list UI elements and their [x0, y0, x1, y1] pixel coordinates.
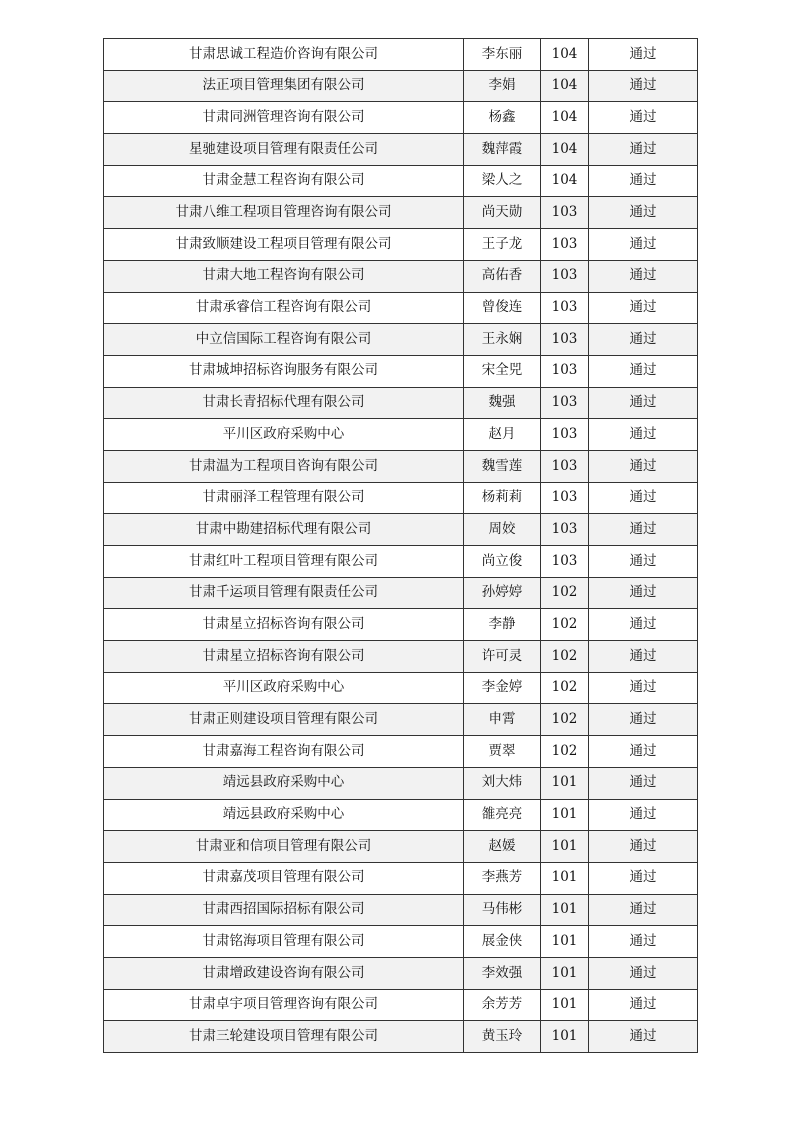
score-cell: 103: [541, 260, 589, 292]
company-cell: 平川区政府采购中心: [104, 672, 464, 704]
person-name-cell: 赵月: [464, 419, 541, 451]
result-cell: 通过: [589, 260, 698, 292]
result-cell: 通过: [589, 387, 698, 419]
result-cell: 通过: [589, 736, 698, 768]
score-cell: 103: [541, 197, 589, 229]
table-row: [104, 957, 698, 989]
score-cell: 103: [541, 450, 589, 482]
person-name-cell: 杨莉莉: [464, 482, 541, 514]
score-cell: 102: [541, 609, 589, 641]
score-cell: 101: [541, 767, 589, 799]
company-cell: 甘肃西招国际招标有限公司: [104, 894, 464, 926]
company-cell: 中立信国际工程咨询有限公司: [104, 324, 464, 356]
table-row: [104, 546, 698, 578]
result-cell: 通过: [589, 102, 698, 134]
person-name-cell: 李娟: [464, 70, 541, 102]
result-cell: 通过: [589, 672, 698, 704]
table-row: [104, 482, 698, 514]
result-cell: 通过: [589, 39, 698, 71]
person-name-cell: 李燕芳: [464, 862, 541, 894]
person-name-cell: 李效强: [464, 957, 541, 989]
result-cell: 通过: [589, 419, 698, 451]
table-row: [104, 704, 698, 736]
person-name-cell: 高佑香: [464, 260, 541, 292]
person-name-cell: 黄玉玲: [464, 1021, 541, 1053]
table-row: [104, 260, 698, 292]
result-cell: 通过: [589, 546, 698, 578]
table-row: [104, 102, 698, 134]
table-row: [104, 767, 698, 799]
company-cell: 甘肃嘉海工程咨询有限公司: [104, 736, 464, 768]
score-cell: 101: [541, 894, 589, 926]
result-cell: 通过: [589, 229, 698, 261]
person-name-cell: 尚立俊: [464, 546, 541, 578]
table-row: [104, 799, 698, 831]
table-row: [104, 450, 698, 482]
score-cell: 103: [541, 229, 589, 261]
score-cell: 101: [541, 926, 589, 958]
company-cell: 甘肃千运项目管理有限责任公司: [104, 577, 464, 609]
result-cell: 通过: [589, 450, 698, 482]
person-name-cell: 魏雪莲: [464, 450, 541, 482]
table-row: [104, 609, 698, 641]
person-name-cell: 赵媛: [464, 831, 541, 863]
company-cell: 甘肃卓宇项目管理咨询有限公司: [104, 989, 464, 1021]
company-cell: 甘肃大地工程咨询有限公司: [104, 260, 464, 292]
table-row: [104, 577, 698, 609]
person-name-cell: 曾俊连: [464, 292, 541, 324]
result-cell: 通过: [589, 355, 698, 387]
table-row: [104, 419, 698, 451]
result-cell: 通过: [589, 292, 698, 324]
result-cell: 通过: [589, 577, 698, 609]
table-row: [104, 514, 698, 546]
score-cell: 103: [541, 419, 589, 451]
score-cell: 103: [541, 514, 589, 546]
result-cell: 通过: [589, 926, 698, 958]
person-name-cell: 尚天勋: [464, 197, 541, 229]
company-cell: 甘肃增政建设咨询有限公司: [104, 957, 464, 989]
score-cell: 104: [541, 39, 589, 71]
company-cell: 星驰建设项目管理有限责任公司: [104, 134, 464, 166]
score-cell: 103: [541, 324, 589, 356]
person-name-cell: 魏萍霞: [464, 134, 541, 166]
result-cell: 通过: [589, 482, 698, 514]
person-name-cell: 魏强: [464, 387, 541, 419]
score-cell: 102: [541, 641, 589, 673]
result-cell: 通过: [589, 704, 698, 736]
person-name-cell: 马伟彬: [464, 894, 541, 926]
table-row: [104, 292, 698, 324]
score-cell: 102: [541, 672, 589, 704]
person-name-cell: 李金婷: [464, 672, 541, 704]
company-cell: 甘肃同洲管理咨询有限公司: [104, 102, 464, 134]
company-cell: 甘肃丽泽工程管理有限公司: [104, 482, 464, 514]
person-name-cell: 周姣: [464, 514, 541, 546]
person-name-cell: 贾翠: [464, 736, 541, 768]
person-name-cell: 孙婷婷: [464, 577, 541, 609]
result-cell: 通过: [589, 831, 698, 863]
result-cell: 通过: [589, 70, 698, 102]
score-cell: 102: [541, 736, 589, 768]
company-cell: 甘肃嘉茂项目管理有限公司: [104, 862, 464, 894]
person-name-cell: 王永娴: [464, 324, 541, 356]
table-row: [104, 70, 698, 102]
company-cell: 甘肃承睿信工程咨询有限公司: [104, 292, 464, 324]
table-row: [104, 862, 698, 894]
table-row: [104, 134, 698, 166]
table-row: [104, 197, 698, 229]
result-cell: 通过: [589, 799, 698, 831]
score-cell: 101: [541, 957, 589, 989]
score-cell: 102: [541, 704, 589, 736]
company-cell: 法正项目管理集团有限公司: [104, 70, 464, 102]
company-cell: 甘肃八维工程项目管理咨询有限公司: [104, 197, 464, 229]
score-cell: 103: [541, 292, 589, 324]
score-cell: 103: [541, 387, 589, 419]
person-name-cell: 宋全兕: [464, 355, 541, 387]
company-cell: 甘肃铭海项目管理有限公司: [104, 926, 464, 958]
company-cell: 甘肃三轮建设项目管理有限公司: [104, 1021, 464, 1053]
results-table: [103, 38, 698, 1053]
person-name-cell: 梁人之: [464, 165, 541, 197]
table-row: [104, 736, 698, 768]
table-row: [104, 894, 698, 926]
score-cell: 101: [541, 799, 589, 831]
company-cell: 甘肃思诚工程造价咨询有限公司: [104, 39, 464, 71]
person-name-cell: 雒亮亮: [464, 799, 541, 831]
score-cell: 102: [541, 577, 589, 609]
table-row: [104, 387, 698, 419]
person-name-cell: 李东丽: [464, 39, 541, 71]
score-cell: 104: [541, 165, 589, 197]
table-row: [104, 355, 698, 387]
company-cell: 甘肃亚和信项目管理有限公司: [104, 831, 464, 863]
company-cell: 甘肃星立招标咨询有限公司: [104, 641, 464, 673]
person-name-cell: 李静: [464, 609, 541, 641]
score-cell: 104: [541, 134, 589, 166]
score-cell: 104: [541, 102, 589, 134]
company-cell: 甘肃城坤招标咨询服务有限公司: [104, 355, 464, 387]
table-row: [104, 926, 698, 958]
table-row: [104, 672, 698, 704]
score-cell: 103: [541, 546, 589, 578]
person-name-cell: 许可灵: [464, 641, 541, 673]
table-body: [104, 39, 698, 1053]
result-cell: 通过: [589, 324, 698, 356]
table-row: [104, 39, 698, 71]
person-name-cell: 刘大炜: [464, 767, 541, 799]
score-cell: 101: [541, 989, 589, 1021]
table-row: [104, 165, 698, 197]
score-cell: 101: [541, 1021, 589, 1053]
person-name-cell: 王子龙: [464, 229, 541, 261]
company-cell: 甘肃中勘建招标代理有限公司: [104, 514, 464, 546]
result-cell: 通过: [589, 894, 698, 926]
result-cell: 通过: [589, 767, 698, 799]
company-cell: 靖远县政府采购中心: [104, 799, 464, 831]
table-row: [104, 831, 698, 863]
result-cell: 通过: [589, 641, 698, 673]
result-cell: 通过: [589, 134, 698, 166]
result-cell: 通过: [589, 197, 698, 229]
table-row: [104, 324, 698, 356]
table-row: [104, 229, 698, 261]
table-row: [104, 1021, 698, 1053]
result-cell: 通过: [589, 609, 698, 641]
result-cell: 通过: [589, 862, 698, 894]
table-row: [104, 641, 698, 673]
result-cell: 通过: [589, 957, 698, 989]
result-cell: 通过: [589, 989, 698, 1021]
table-row: [104, 989, 698, 1021]
company-cell: 靖远县政府采购中心: [104, 767, 464, 799]
company-cell: 甘肃正则建设项目管理有限公司: [104, 704, 464, 736]
person-name-cell: 杨鑫: [464, 102, 541, 134]
company-cell: 甘肃红叶工程项目管理有限公司: [104, 546, 464, 578]
company-cell: 甘肃金慧工程咨询有限公司: [104, 165, 464, 197]
score-cell: 104: [541, 70, 589, 102]
result-cell: 通过: [589, 514, 698, 546]
result-cell: 通过: [589, 165, 698, 197]
company-cell: 甘肃温为工程项目咨询有限公司: [104, 450, 464, 482]
person-name-cell: 展金侠: [464, 926, 541, 958]
company-cell: 甘肃星立招标咨询有限公司: [104, 609, 464, 641]
person-name-cell: 余芳芳: [464, 989, 541, 1021]
person-name-cell: 申霄: [464, 704, 541, 736]
company-cell: 甘肃长青招标代理有限公司: [104, 387, 464, 419]
result-cell: 通过: [589, 1021, 698, 1053]
score-cell: 103: [541, 355, 589, 387]
score-cell: 103: [541, 482, 589, 514]
score-cell: 101: [541, 862, 589, 894]
company-cell: 平川区政府采购中心: [104, 419, 464, 451]
score-cell: 101: [541, 831, 589, 863]
company-cell: 甘肃致顺建设工程项目管理有限公司: [104, 229, 464, 261]
